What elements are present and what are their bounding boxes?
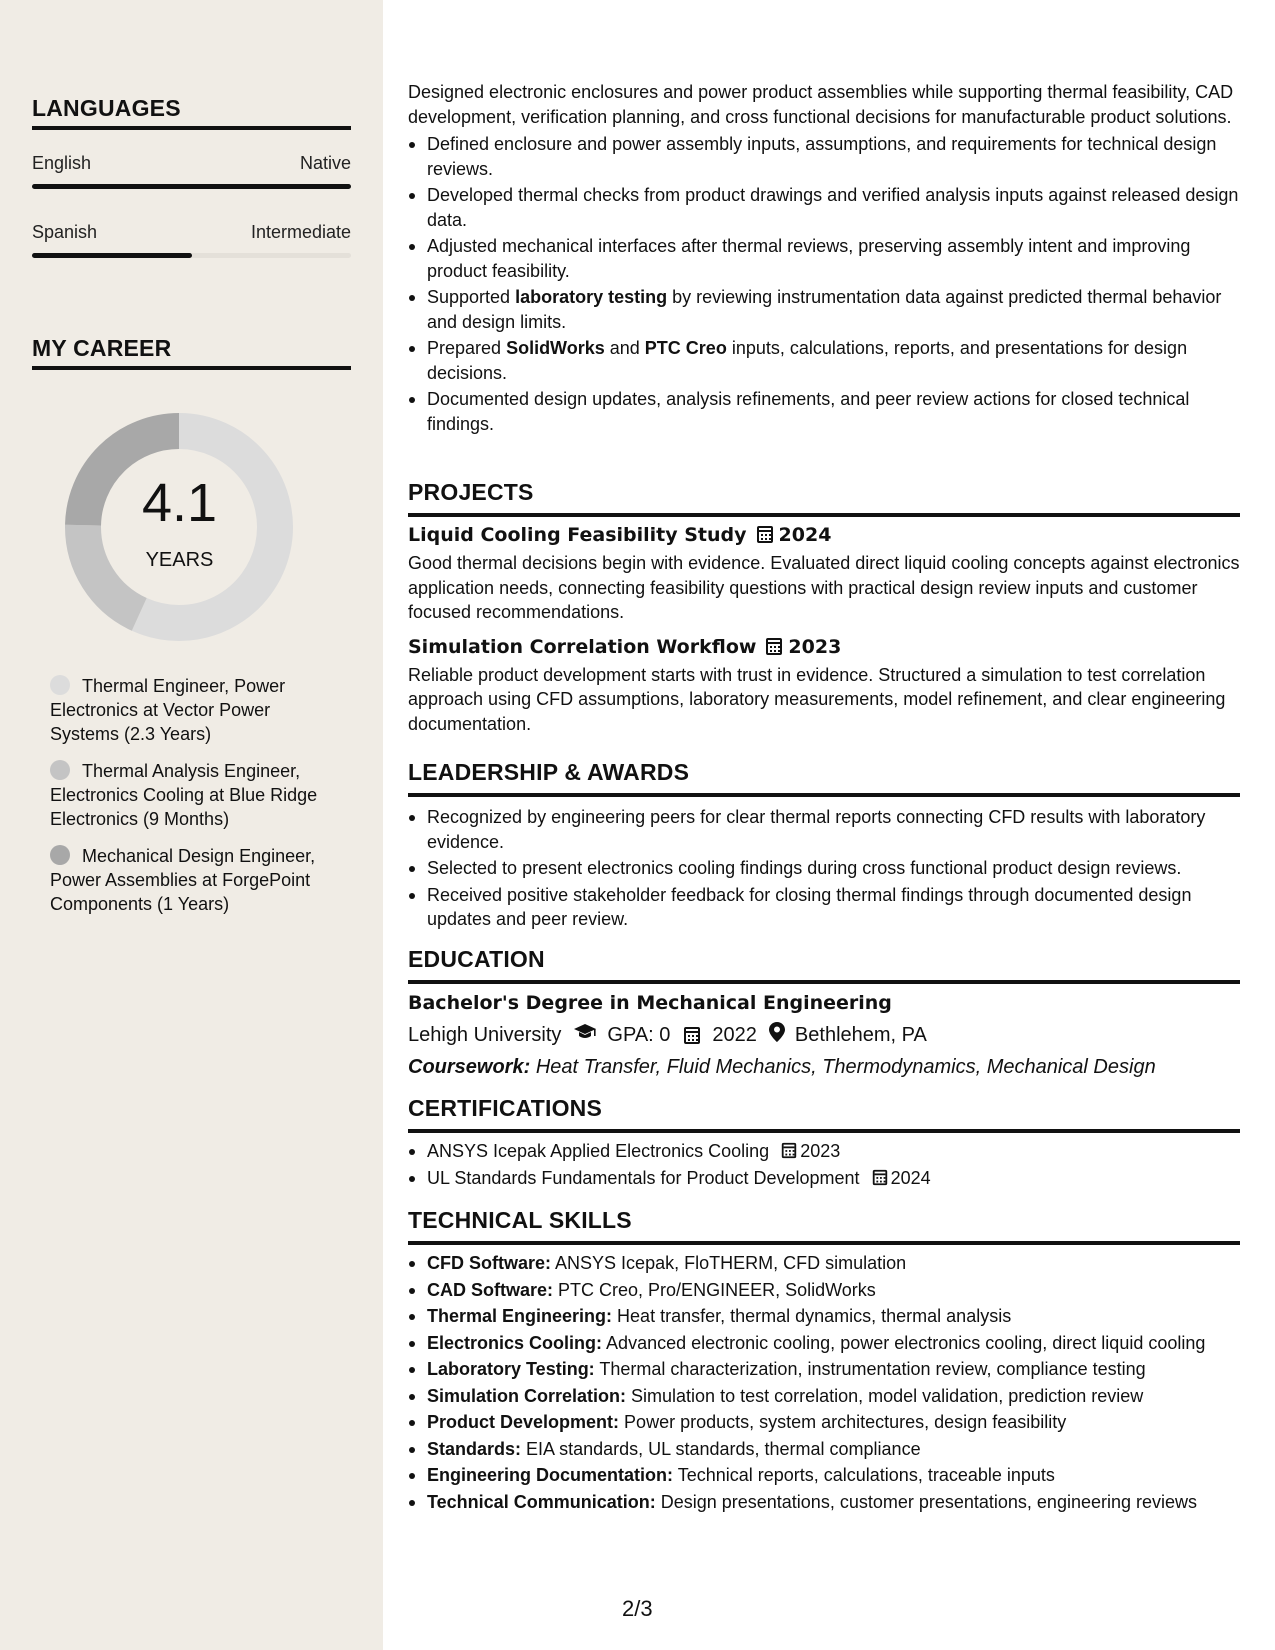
skills-section <box>408 1207 1240 1516</box>
project-year: 2024 <box>778 524 832 546</box>
page-number: 2/3 <box>622 1596 653 1621</box>
project-year: 2023 <box>788 635 842 658</box>
skill-item: Product Development: Power products, system architectures, design feasibility <box>408 1410 1240 1435</box>
calendar-icon <box>766 638 782 655</box>
certification-item <box>408 1139 1240 1164</box>
legend-dot <box>50 675 70 695</box>
career-legend-label: Mechanical Design Engineer, Power Assemblies at ForgePoint Components (1 Years) <box>50 846 316 914</box>
language-proficiency-bar <box>32 184 351 189</box>
career-heading: MY CAREER <box>32 335 172 361</box>
coursework-label: Coursework: <box>408 1056 531 1078</box>
career-total-years: 4.1 <box>141 473 218 533</box>
skill-item: Electronics Cooling: Advanced electronic cooling, power electronics cooling, direct liquid cooling <box>408 1331 1240 1356</box>
language-proficiency-fill <box>32 184 351 189</box>
certifications-list <box>408 1139 1240 1190</box>
skills-list <box>408 1251 1240 1514</box>
education-year: 2022 <box>712 1023 757 1046</box>
section-rule <box>408 1241 1240 1245</box>
education-section <box>408 946 1240 1079</box>
education-coursework <box>408 1056 1240 1079</box>
language-name: Spanish <box>32 222 98 242</box>
language-proficiency-bar <box>32 253 351 258</box>
career-legend-label: Thermal Engineer, Power Electronics at Vector Power Systems (2.3 Years) <box>50 676 286 744</box>
skill-item: Thermal Engineering: Heat transfer, thermal dynamics, thermal analysis <box>408 1304 1240 1329</box>
leadership-heading: LEADERSHIP & AWARDS <box>408 759 690 785</box>
skill-item: CFD Software: ANSYS Icepak, FloTHERM, CFD simulation <box>408 1251 1240 1276</box>
skill-item: Standards: EIA standards, UL standards, thermal compliance <box>408 1437 1240 1462</box>
graduation-cap-icon <box>573 1023 597 1047</box>
skill-item: Simulation Correlation: Simulation to test correlation, model validation, prediction review <box>408 1384 1240 1409</box>
coursework-list: Heat Transfer, Fluid Mechanics, Thermodynamics, Mechanical Design <box>535 1056 1156 1078</box>
experience-block <box>408 80 1240 438</box>
certification-name: UL Standards Fundamentals for Product Development <box>427 1167 860 1188</box>
project-description: Reliable product development starts with trust in evidence. Structured a simulation to test correlation approach using CFD assumptions, laboratory measurements, model refinement, and clear engineering documentation. <box>408 664 1226 734</box>
calendar-icon <box>684 1027 700 1044</box>
experience-bullet: Supported laboratory testing by reviewing instrumentation data against predicted thermal behavior and design limits. <box>408 285 1240 334</box>
experience-bullet: Prepared SolidWorks and PTC Creo inputs, calculations, reports, and presentations for design decisions. <box>408 336 1240 385</box>
skill-item: Technical Communication: Design presentations, customer presentations, engineering reviews <box>408 1490 1240 1515</box>
skills-heading: TECHNICAL SKILLS <box>408 1207 632 1233</box>
leadership-item: Recognized by engineering peers for clear thermal reports connecting CFD results with laboratory evidence. <box>408 805 1240 854</box>
experience-summary: Designed electronic enclosures and power product assemblies while supporting thermal feasibility, CAD development, verification planning, and cross functional decisions for manufacturable product solutions. <box>408 82 1234 127</box>
section-rule <box>408 1129 1240 1133</box>
certification-item <box>408 1166 1240 1191</box>
languages-heading: LANGUAGES <box>32 95 181 121</box>
career-legend-item <box>50 674 340 746</box>
leadership-item: Received positive stakeholder feedback for closing thermal findings through documented design updates and peer review. <box>408 883 1240 932</box>
legend-dot <box>50 760 70 780</box>
certification-year: 2024 <box>890 1167 931 1188</box>
legend-dot <box>50 845 70 865</box>
leadership-item: Selected to present electronics cooling findings during cross functional product design reviews. <box>408 856 1240 881</box>
language-proficiency-fill <box>32 253 192 258</box>
career-rule <box>32 366 351 370</box>
career-legend-label: Thermal Analysis Engineer, Electronics Cooling at Blue Ridge Electronics (9 Months) <box>50 761 318 829</box>
project-title: Simulation Correlation Workflow <box>408 635 757 658</box>
language-level: Intermediate <box>250 222 351 242</box>
career-legend-item <box>50 759 340 831</box>
career-total-unit: YEARS <box>145 549 214 571</box>
main-content <box>408 0 1240 1650</box>
education-gpa: GPA: 0 <box>607 1023 671 1046</box>
location-pin-icon <box>769 1022 785 1048</box>
language-item <box>32 153 351 189</box>
calendar-icon <box>782 1143 796 1158</box>
projects-heading: PROJECTS <box>408 479 534 505</box>
education-location: Bethlehem, PA <box>794 1023 927 1046</box>
experience-bullet: Adjusted mechanical interfaces after thermal reviews, preserving assembly intent and improving product feasibility. <box>408 234 1240 283</box>
languages-rule <box>32 126 351 130</box>
leadership-section <box>408 759 1240 934</box>
language-level: Native <box>299 153 351 173</box>
certifications-section <box>408 1095 1240 1192</box>
certification-year: 2023 <box>800 1141 841 1161</box>
career-legend <box>50 674 340 929</box>
experience-bullet: Documented design updates, analysis refinements, and peer review actions for closed technical findings. <box>408 387 1240 436</box>
project-description: Good thermal decisions begin with evidence. Evaluated direct liquid cooling concepts against electronics application needs, connecting feasibility questions with practical design review inputs and customer focused recommendations. <box>408 553 1240 622</box>
experience-bullets <box>408 132 1240 436</box>
skill-item: Engineering Documentation: Technical reports, calculations, traceable inputs <box>408 1463 1240 1488</box>
experience-bullet: Developed thermal checks from product drawings and verified analysis inputs against released design data. <box>408 183 1240 232</box>
language-name: English <box>32 153 92 173</box>
career-legend-item <box>50 844 340 916</box>
certifications-heading: CERTIFICATIONS <box>408 1095 603 1121</box>
experience-bullet: Defined enclosure and power assembly inputs, assumptions, and requirements for technical design reviews. <box>408 132 1240 181</box>
certification-name: ANSYS Icepak Applied Electronics Cooling <box>427 1141 770 1161</box>
skill-item: Laboratory Testing: Thermal characterization, instrumentation review, compliance testing <box>408 1357 1240 1382</box>
project-title-line <box>408 636 1240 658</box>
skill-item: CAD Software: PTC Creo, Pro/ENGINEER, SolidWorks <box>408 1278 1240 1303</box>
education-details <box>408 1022 1240 1048</box>
education-heading: EDUCATION <box>408 946 545 972</box>
project-title: Liquid Cooling Feasibility Study <box>408 524 747 546</box>
section-rule <box>408 513 1240 517</box>
calendar-icon <box>757 526 773 543</box>
section-rule <box>408 793 1240 797</box>
section-rule <box>408 980 1240 984</box>
leadership-list <box>408 805 1240 932</box>
sidebar <box>0 0 383 1650</box>
calendar-icon <box>872 1169 886 1184</box>
project-title-line <box>408 524 1240 546</box>
education-school: Lehigh University <box>408 1023 562 1046</box>
language-item <box>32 222 351 258</box>
projects-section <box>408 479 1240 736</box>
education-degree: Bachelor's Degree in Mechanical Engineering <box>408 992 892 1014</box>
